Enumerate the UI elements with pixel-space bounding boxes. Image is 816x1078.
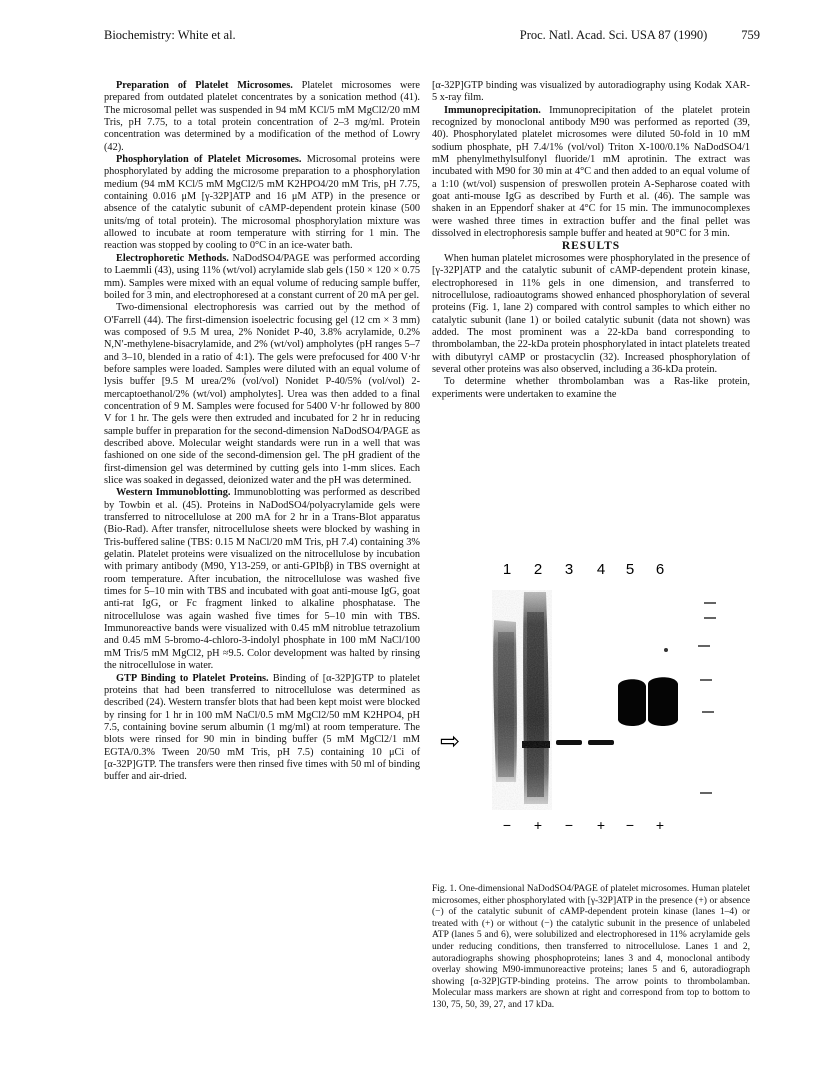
- paragraph-text: NaDodSO4/PAGE was performed according to Laemmli (43), using 11% (wt/vol) acrylamide slab gels (150 × 120 × 0.75 mm). Samples were mixed with an equal volume of reducing sample buffer, boiled for 3 min, and electrophoresed at a constant current of 20 mA per gel.: [104, 252, 420, 301]
- paragraph-immunoblotting: [104, 487, 420, 672]
- lane-number: 1: [502, 561, 512, 578]
- gel-grain-texture: [492, 590, 552, 810]
- lane-number: 3: [564, 561, 574, 578]
- section-heading: Immunoprecipitation.: [444, 104, 541, 116]
- paragraph-results-1: When human platelet microsomes were phosphorylated in the presence of [γ-32P]ATP and the catalytic subunit of cAMP-dependent protein kinase, electrophoresed in 11% gels in one dimension, and transferred to nitrocellulose, radioautograms showed enhanced phosphorylation of several proteins (Fig. 1, lane 2) compared with control samples to which either no catalytic subunit (lane 1) or boiled catalytic subunit (data not shown) was added. The most prominent was a 22-kDa band corresponding to thrombolamban, the 22-kDa protein phosphorylated in intact platelets treated with dibutyryl cAMP or prostacyclin (32). Increased phosphorylation of several other proteins was also observed, including a 36-kDa protein.: [432, 252, 750, 375]
- lane-5-gtp-band: [618, 679, 646, 726]
- lane-number: 6: [655, 561, 665, 578]
- lane-number: 4: [596, 561, 606, 578]
- paragraph-text: Two-dimensional electrophoresis was carried out by the method of O'Farrell (44). The first-dimension isoelectric focusing gel (12 cm × 3 mm) was composed of 9.5 M urea, 2% Nonidet P-40, 3.8% acrylamide, 0.2% N,N′-methylene-bisacrylamide, and 2% (wt/vol) ampholytes (pH ranges 5–7 and 3–10, blended in a ratio of 4:1). The gels were prefocused for 400 V·hr before samples were loaded. Samples were diluted with an equal volume of lysis buffer [9.5 M urea/2% (vol/vol) Nonidet P-40/5% (vol/vol) 2-mercaptoethanol/2% (wt/vol) ampholytes]. Urea was then added to a final concentration of 9 M. Samples were focused for 5400 V·hr followed by 800 V for 1 hr. The gels were then extruded and incubated for 2 hr in reducing sample buffer in preparation for the second-dimension NaDodSO4/PAGE as described above. Molecular weight standards were run in a well that was fashioned on one side of the second-dimension gel. The pH gradient of the first-dimension gel was determined by cutting gels into 1-mm slices. Each slice was soaked in degassed, deionized water and the pH was determined.: [104, 302, 420, 486]
- treatment-sign: −: [564, 817, 574, 832]
- treatment-sign: +: [596, 817, 606, 832]
- paragraph-gtp-binding: [104, 673, 420, 784]
- lane-6-faint-spot: [664, 648, 668, 652]
- section-heading: GTP Binding to Platelet Proteins.: [116, 672, 269, 684]
- paragraph-text: Microsomal proteins were phosphorylated by adding the microsome preparation to a phosphorylation medium (94 mM KCl/5 mM MgCl2/5 mM K2HPO4/20 mM Tris, pH 7.75, containing 0.016 μM [γ-32P]ATP and 16 μM ATP) in the presence or absence of the catalytic subunit of cAMP-dependent protein kinase (500 units/mg of total protein). The microsomal phosphorylation mixture was allowed to incubate at room temperature with stirring for 1 min. The reaction was stopped by cooling to 0°C in an ice-water bath.: [104, 154, 420, 252]
- gel-image: [432, 552, 750, 832]
- results-heading: RESULTS: [561, 240, 621, 253]
- page-header: [104, 28, 760, 46]
- paragraph-phosphorylation: [104, 154, 420, 253]
- running-head-authors: Biochemistry: White et al.: [104, 28, 236, 42]
- paragraph-text: Binding of [α-32P]GTP to platelet proteins that had been transferred to nitrocellulose was determined as described (24). Western transfer blots that had been kept moist were blocked by rinsing for 1 hr in 100 mM NaCl/0.5 mM MgCl2/50 mM K2HPO4, pH 7.5, containing bovine serum albumin (1 mg/ml) at room temperature. The blots were rinsed for 90 min in binding buffer (5 mM MgCl2/1 mM EGTA/0.3% Tween 20/50 mM Tris, pH 7.5) containing 10 μCi of [α-32P]GTP. The transfers were then rinsed five times with 50 ml of binding buffer and air-dried.: [104, 672, 420, 783]
- caption-text: One-dimensional NaDodSO4/PAGE of platelet microsomes. Human platelet microsomes, either phosphorylated with [γ-32P]ATP in the presence (+) or absence (−) of the catalytic subunit of cAMP-dependent protein kinase (lanes 1–4) or treated with (+) or without (−) the catalytic subunit in the presence of unlabeled ATP (lanes 5 and 6), were solubilized and electrophoresed in 11% acrylamide gels under reducing conditions, then transferred to nitrocellulose. Lanes 1 and 2, autoradiographs showing phosphoproteins; lanes 3 and 4, monoclonal antibody overlay showing M90-immunoreactive proteins; lanes 5 and 6, autoradiograph showing [α-32P]GTP-binding proteins. The arrow points to thrombolamban. Molecular mass markers are shown at right and correspond from top to bottom to 130, 75, 50, 39, 27, and 17 kDa.: [432, 884, 750, 1010]
- section-heading: Phosphorylation of Platelet Microsomes.: [116, 154, 302, 166]
- treatment-sign: −: [625, 817, 635, 832]
- left-column: [104, 80, 420, 784]
- paragraph-text: Platelet microsomes were prepared from outdated platelet concentrates by a sonication method (41). The microsomal pellet was suspended in 94 mM KCl/5 mM MgCl2/20 mM Tris, pH 7.75, to a total protein concentration of 2–3 mg/ml. Protein concentration was determined by a modification of the method of Lowry (42).: [104, 80, 420, 153]
- section-heading: Preparation of Platelet Microsomes.: [116, 80, 293, 91]
- thrombolamban-arrow-icon: ⇨: [440, 727, 461, 755]
- journal-citation: Proc. Natl. Acad. Sci. USA 87 (1990): [519, 28, 708, 42]
- treatment-sign: +: [655, 817, 665, 832]
- paragraph-results-2: To determine whether thrombolamban was a Ras-like protein, experiments were undertaken to examine the: [432, 376, 750, 400]
- lane-number: 2: [533, 561, 543, 578]
- lane-number: 5: [625, 561, 635, 578]
- treatment-sign: +: [533, 817, 543, 832]
- right-column: [432, 80, 750, 401]
- paragraph-microsomes: [104, 80, 420, 154]
- lane-3-band: [556, 740, 582, 745]
- lane-6-gtp-band: [648, 677, 678, 726]
- paragraph-continuation: [α-32P]GTP binding was visualized by autoradiography using Kodak XAR-5 x-ray film.: [432, 80, 750, 104]
- page-number: 759: [741, 28, 760, 42]
- caption-label: Fig. 1.: [432, 884, 457, 894]
- paragraph-text: Immunoblotting was performed as described by Towbin et al. (45). Proteins in NaDodSO4/polyacrylamide gels were transferred to nitrocellulose at 200 mA for 2 hr in a Trans-Blot apparatus (Bio-Rad). After transfer, nitrocellulose sheets were blocked by washing in Tris-buffered saline (TBS: 0.15 M NaCl/20 mM Tris, pH 7.4) containing 3% gelatin. Platelet proteins were visualized on the nitrocellulose by incubation with primary antibody (M90, Y13-259, or anti-GPIbβ) in TBS overnight at room temperature. After incubation, the nitrocellulose was washed five times for 5–10 min with TBS and incubated with goat anti-mouse IgG, goat anti-rat IgG, or Fc fragment linked to alkaline phosphatase. The nitrocellulose was again washed five times for 5–10 min with TBS. Immunoreactive bands were visualized with 0.45 mM nitroblue tetrazolium and 0.45 mM 5-bromo-4-chloro-3-indolyl phosphate in 100 mM NaCl/100 mM Tris/5 mM MgCl2, pH ≈9.5. Color development was halted by rinsing the nitrocellulose in water.: [104, 487, 420, 672]
- lane-4-band: [588, 740, 614, 745]
- paragraph-immunoprecipitation: [432, 105, 750, 241]
- figure-1-caption: [432, 884, 750, 1012]
- paragraph-two-dimensional: [104, 302, 420, 487]
- section-heading: Western Immunoblotting.: [116, 487, 231, 499]
- running-head-journal: [520, 28, 760, 43]
- paragraph-text: Immunoprecipitation of the platelet protein recognized by monoclonal antibody M90 was performed as reported (39, 40). Phosphorylated platelet microsomes were diluted 50-fold in 10 mM sodium phosphate, pH 7.4/1% (vol/vol) Triton X-100/0.1% NaDodSO4/1 mM phenylmethylsulfonyl fluoride/1 mM aprotinin. The extract was incubated with M90 for 30 min at 4°C and then added to an equal volume of a 1:10 (wt/vol) suspension of preswollen protein A-Sepharose coated with goat anti-mouse IgG as described by Furth et al. (46). The sample was shaken in an Eppendorf shaker at 4°C for 15 min. The immunocomplexes were washed three times in extraction buffer and the final pellet was dissolved in electrophoresis sample buffer and heated at 90°C for 3 min.: [432, 104, 750, 240]
- treatment-sign: −: [502, 817, 512, 832]
- paragraph-electrophoresis: [104, 253, 420, 302]
- section-heading: Electrophoretic Methods.: [116, 252, 229, 264]
- figure-1-gel: [432, 552, 750, 832]
